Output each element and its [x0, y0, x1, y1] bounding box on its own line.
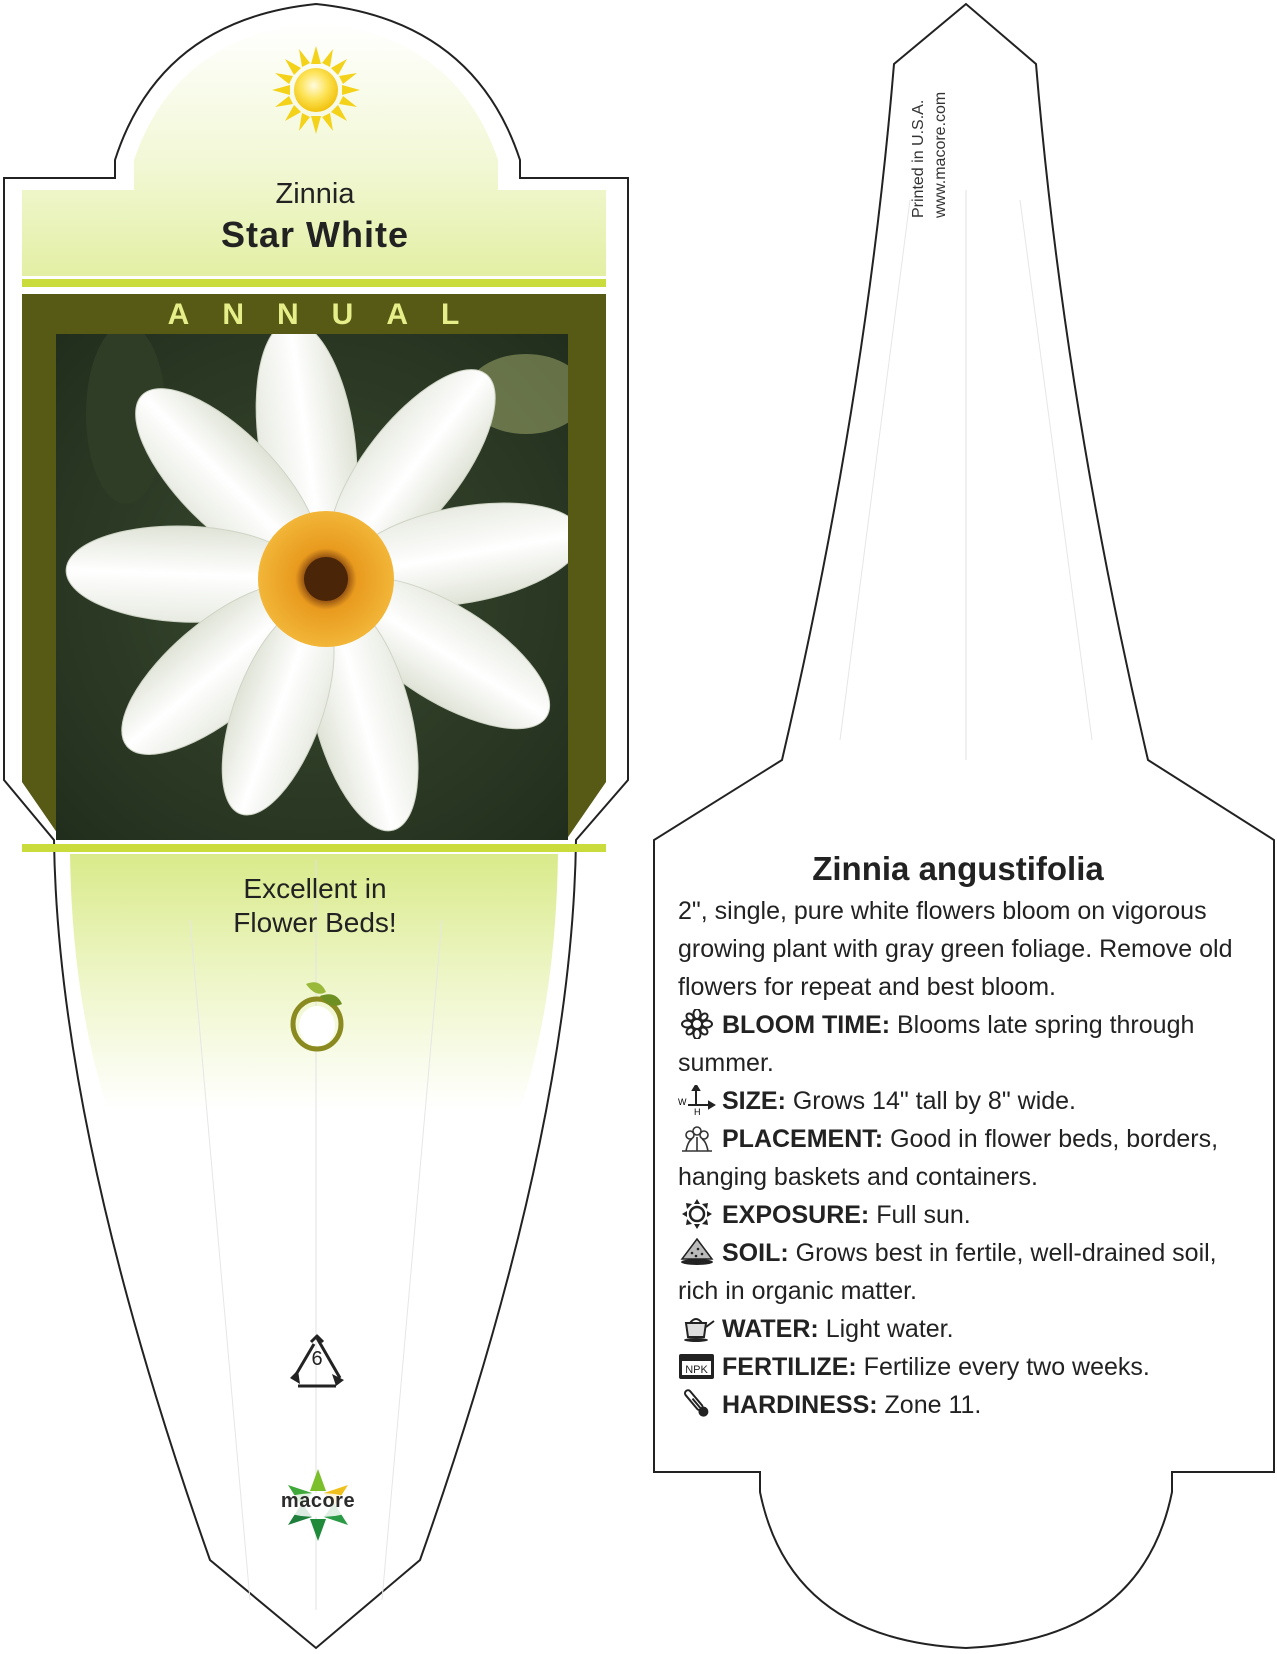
care-hardiness: HARDINESS: Zone 11. [678, 1386, 1238, 1424]
description: 2", single, pure white flowers bloom on vigorous growing plant with gray green foliage. Remove old flowers for repeat and best bloom. [678, 897, 1233, 1001]
care-size: W H SIZE: Grows 14" tall by 8" wide. [678, 1087, 1077, 1115]
care-bloom-time: BLOOM TIME: Blooms late spring through summer. [678, 1011, 1195, 1077]
placement-icon [678, 1123, 716, 1153]
care-water: WATER: Light water. [678, 1310, 1238, 1348]
plant-cultivar: Star White [220, 214, 409, 255]
care-exposure: EXPOSURE: Full sun. [678, 1196, 1238, 1234]
tagline-line1: Excellent in [243, 873, 387, 904]
sprout-icon [286, 976, 348, 1052]
care-placement: PLACEMENT: Good in flower beds, borders, hanging baskets and containers. [678, 1125, 1219, 1191]
flower-icon [678, 1009, 716, 1039]
soil-icon [678, 1237, 716, 1267]
tagline [150, 872, 480, 940]
brand-name: macore [280, 1490, 356, 1512]
sun-icon [270, 44, 362, 136]
plant-category: ANNUAL [167, 298, 493, 331]
npk-icon [678, 1351, 716, 1381]
species-name: Zinnia angustifolia [812, 850, 1104, 887]
printed-in-text: Printed in U.S.A. [910, 99, 927, 218]
flower-photo [56, 334, 568, 840]
watering-can-icon [678, 1313, 716, 1343]
sun-outline-icon [678, 1199, 716, 1229]
svg-text:W: W [678, 1097, 687, 1107]
care-soil: SOIL: Grows best in fertile, well-drained soil, rich in organic matter. [678, 1239, 1217, 1305]
plant-genus: Zinnia [275, 178, 355, 210]
website-text: www.macore.com [932, 91, 949, 218]
tagline-line2: Flower Beds! [233, 907, 397, 938]
care-info [678, 848, 1238, 1424]
svg-text:H: H [694, 1107, 701, 1115]
thermometer-icon [678, 1389, 716, 1419]
care-fertilize: NPK FERTILIZE: Fertilize every two weeks. [678, 1348, 1238, 1386]
size-icon [678, 1085, 716, 1115]
svg-text:NPK: NPK [685, 1364, 708, 1376]
recycle-code: 6 [311, 1348, 323, 1370]
